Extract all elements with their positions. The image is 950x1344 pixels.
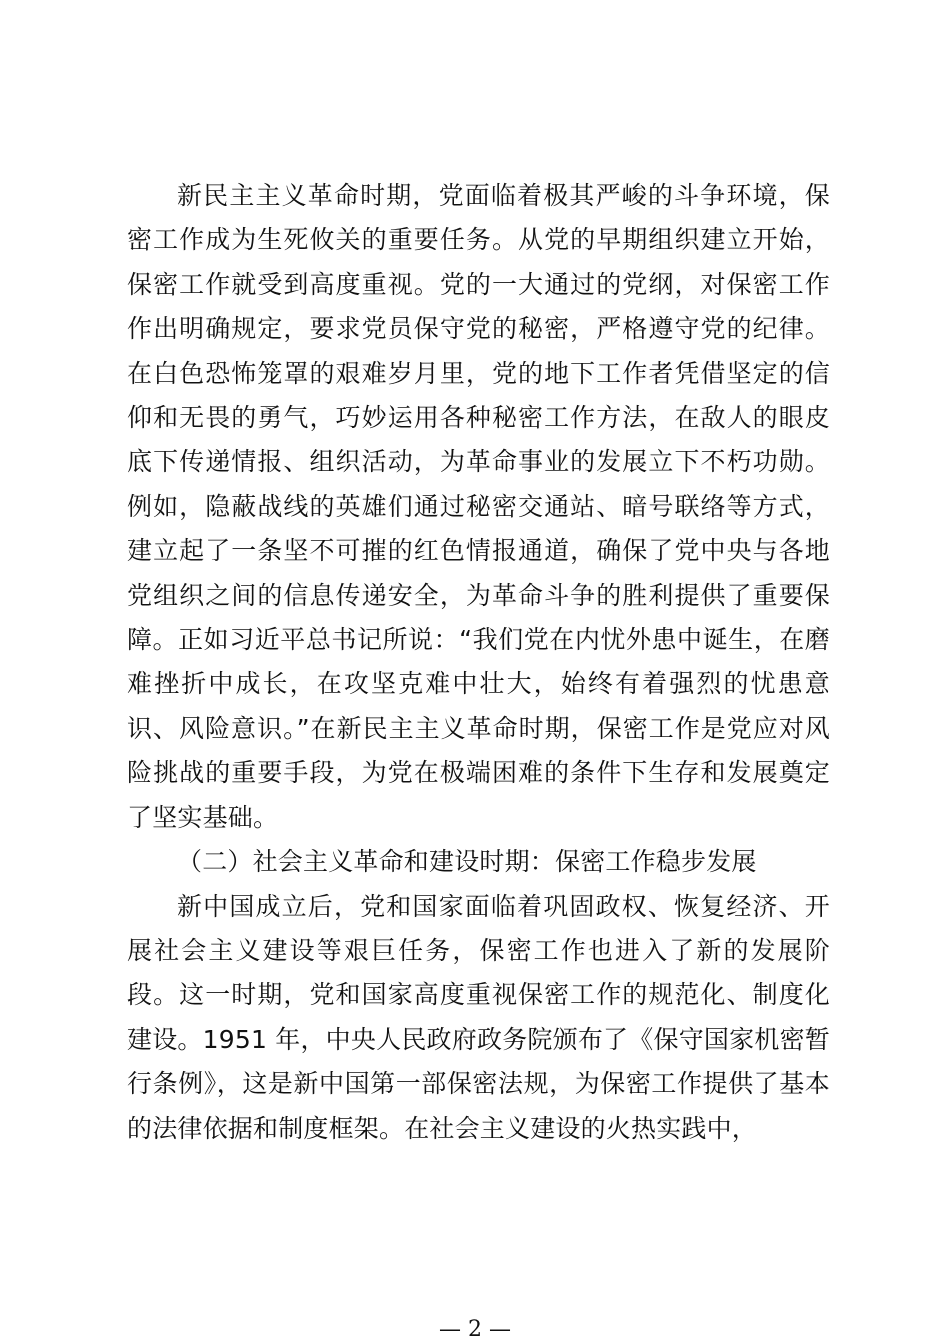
- page-number: — 2 —: [439, 1317, 511, 1342]
- paragraph-socialist-construction: 新中国成立后，党和国家面临着巩固政权、恢复经济、开展社会主义建设等艰巨任务，保密工作也进入了新的发展阶段。这一时期，党和国家高度重视保密工作的规范化、制度化建设。1951 年，中央人民政府政务院颁布了《保守国家机密暂行条例》，这是新中国第一部保密法规，为保密工作提供了基本的法律依据和制度框架。在社会主义建设的火热实践中，: [127, 891, 830, 1143]
- paragraph-new-democratic-revolution: 新民主主义革命时期，党面临着极其严峻的斗争环境，保密工作成为生死攸关的重要任务。从党的早期组织建立开始，保密工作就受到高度重视。党的一大通过的党纲，对保密工作作出明确规定，要求党员保守党的秘密，严格遵守党的纪律。在白色恐怖笼罩的艰难岁月里，党的地下工作者凭借坚定的信仰和无畏的勇气，巧妙运用各种秘密工作方法，在敌人的眼皮底下传递情报、组织活动，为革命事业的发展立下不朽功勋。例如，隐蔽战线的英雄们通过秘密交通站、暗号联络等方式，建立起了一条坚不可摧的红色情报通道，确保了党中央与各地党组织之间的信息传递安全，为革命斗争的胜利提供了重要保障。正如习近平总书记所说：“我们党在内忧外患中诞生，在磨难挫折中成长，在攻坚克难中壮大，始终有着强烈的忧患意识、风险意识。”在新民主主义革命时期，保密工作是党应对风险挑战的重要手段，为党在极端困难的条件下生存和发展奠定了坚实基础。: [127, 181, 830, 832]
- section-heading-socialist-revolution: （二）社会主义革命和建设时期：保密工作稳步发展: [177, 847, 757, 877]
- document-body: [127, 174, 830, 1151]
